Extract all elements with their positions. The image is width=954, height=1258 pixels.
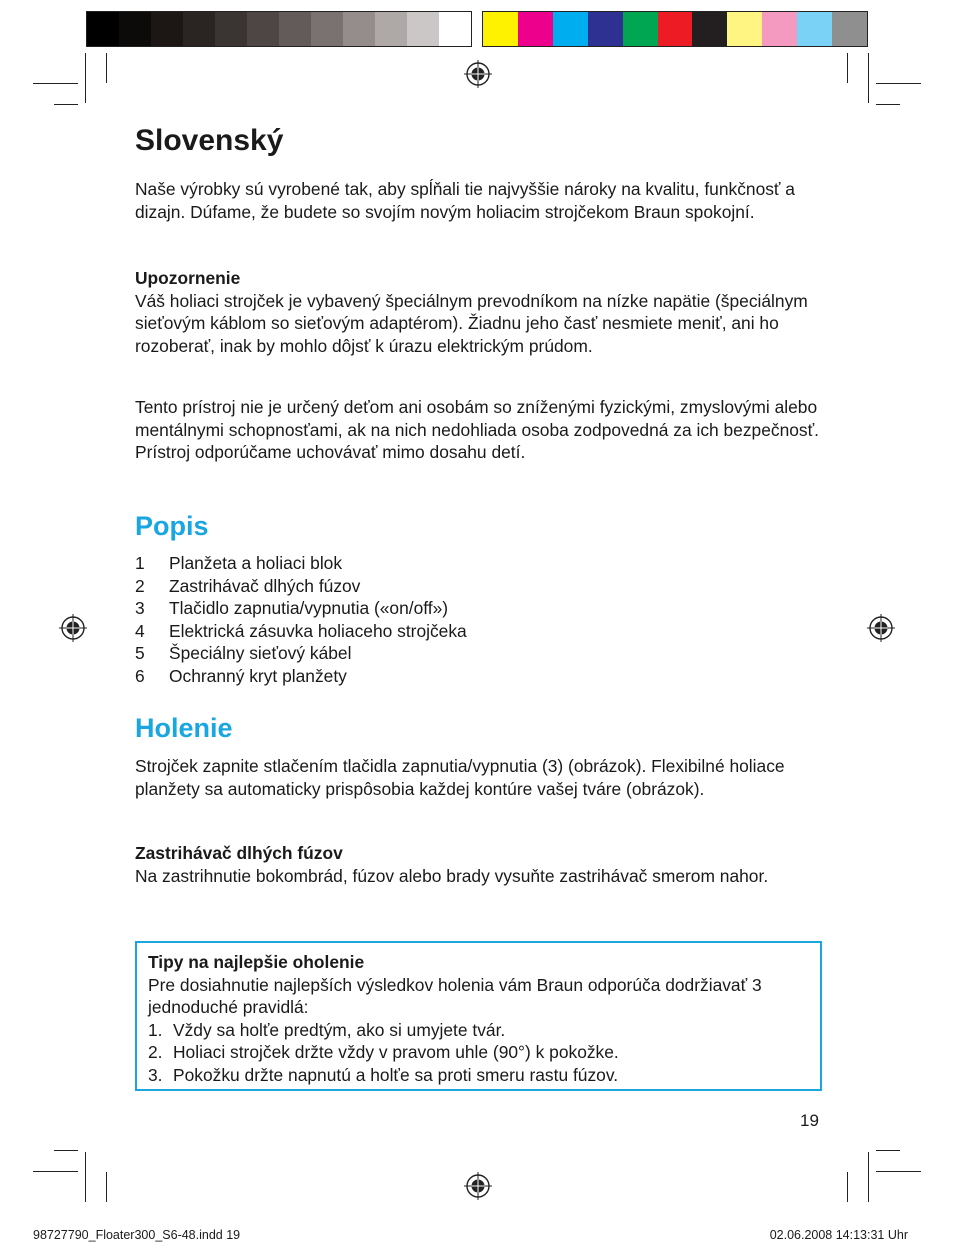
color-swatch (439, 12, 471, 46)
tips-title: Tipy na najlepšie oholenie (148, 952, 365, 972)
list-item (148, 1041, 810, 1064)
crop-mark (106, 53, 107, 83)
color-swatch (279, 12, 311, 46)
list-item (148, 1019, 810, 1042)
color-swatch (407, 12, 439, 46)
color-swatch (623, 12, 658, 46)
color-swatch (375, 12, 407, 46)
children-note-paragraph: Tento prístroj nie je určený deťom ani osobám so zníženými fyzickými, zmyslovými alebo mentálnymi schopnosťami, ak na nich nedohliada osoba zodpovedná za ich bezpečnosť. Prístroj odporúčame uchovávať mimo dosahu detí. (135, 397, 819, 463)
color-swatch (588, 12, 623, 46)
list-item-text: Planžeta a holiaci blok (169, 553, 343, 573)
section-title-holenie: Holenie (135, 713, 233, 743)
parts-list (135, 552, 467, 688)
crop-mark (85, 53, 86, 103)
page-title: Slovenský (135, 124, 284, 157)
crop-mark (847, 53, 848, 83)
tips-list (148, 1019, 810, 1087)
crop-mark (54, 1150, 78, 1151)
page-number: 19 (800, 1111, 819, 1130)
color-swatch (553, 12, 588, 46)
trimmer-section (135, 842, 825, 887)
crop-mark (33, 1171, 78, 1172)
footer-timestamp: 02.06.2008 14:13:31 Uhr (769, 1228, 908, 1242)
crop-mark (33, 83, 78, 84)
warning-title: Upozornenie (135, 268, 241, 288)
crop-mark (876, 1150, 900, 1151)
list-item-number: 1 (135, 553, 145, 573)
crop-mark (876, 104, 900, 105)
trimmer-title: Zastrihávač dlhých fúzov (135, 843, 343, 863)
footer-filename: 98727790_Floater300_S6-48.indd 19 (33, 1228, 241, 1242)
color-swatch (343, 12, 375, 46)
warning-text: Váš holiaci strojček je vybavený špeciálnym prevodníkom na nízke napätie (špeciálnym sieťovým káblom so sieťovým adaptérom). Žiadnu jeho časť nesmiete meniť, ani ho rozoberať, inak by mohlo dôjsť k úrazu elektrickým prúdom. (135, 290, 808, 356)
list-item-number: 6 (135, 665, 145, 686)
grayscale-color-bar (86, 11, 472, 47)
crop-mark (876, 1171, 921, 1172)
color-swatch (797, 12, 832, 46)
color-swatch (247, 12, 279, 46)
list-item (135, 552, 467, 575)
list-item-number: 3. (148, 1064, 163, 1085)
crop-mark (868, 1152, 869, 1202)
color-swatch (832, 12, 867, 46)
color-swatch (87, 12, 119, 46)
color-swatch (311, 12, 343, 46)
crop-mark (54, 104, 78, 105)
list-item-number: 2. (148, 1042, 163, 1063)
color-swatch (692, 12, 727, 46)
list-item (148, 1064, 810, 1087)
list-item (135, 642, 467, 665)
process-color-bar (482, 11, 868, 47)
list-item-number: 1. (148, 1019, 163, 1040)
list-item-number: 5 (135, 643, 145, 664)
crop-mark (847, 1172, 848, 1202)
tips-intro: Pre dosiahnutie najlepších výsledkov holenia vám Braun odporúča dodržiavať 3 jednoduché pravidlá: (148, 974, 762, 1018)
list-item-text: Vždy sa holťe predtým, ako si umyjete tvár. (173, 1019, 506, 1040)
list-item-text: Ochranný kryt planžety (169, 665, 347, 686)
list-item-text: Špeciálny sieťový kábel (169, 643, 352, 664)
list-item-number: 2 (135, 575, 145, 596)
crop-mark (85, 1152, 86, 1202)
color-swatch (183, 12, 215, 46)
list-item-text: Holiaci strojček držte vždy v pravom uhle (90°) k pokožke. (173, 1042, 619, 1063)
list-item (135, 597, 467, 620)
registration-mark-icon (867, 614, 895, 642)
registration-mark-icon (464, 60, 492, 88)
holenie-paragraph: Strojček zapnite stlačením tlačidla zapnutia/vypnutia (3) (obrázok). Flexibilné holiace planžety sa automaticky prispôsobia každej kontúre vašej tváre (obrázok). (135, 756, 785, 799)
color-swatch (119, 12, 151, 46)
list-item-text: Zastrihávač dlhých fúzov (169, 575, 361, 596)
trimmer-text: Na zastrihnutie bokombrád, fúzov alebo brady vysuňte zastrihávač smerom nahor. (135, 865, 769, 886)
list-item-text: Tlačidlo zapnutia/vypnutia («on/off») (169, 598, 449, 619)
list-item-number: 3 (135, 598, 145, 619)
crop-mark (876, 83, 921, 84)
intro-paragraph: Naše výrobky sú vyrobené tak, aby spĺňali tie najvyššie nároky na kvalitu, funkčnosť a dizajn. Dúfame, že budete so svojím novým holiacim strojčekom Braun spokojní. (135, 179, 795, 222)
registration-mark-icon (59, 614, 87, 642)
list-item-text: Pokožku držte napnutú a holťe sa proti smeru rastu fúzov. (173, 1064, 619, 1085)
warning-section (135, 267, 825, 357)
color-swatch (483, 12, 518, 46)
section-title-popis: Popis (135, 511, 209, 541)
color-swatch (518, 12, 553, 46)
list-item-text: Elektrická zásuvka holiaceho strojčeka (169, 620, 467, 641)
crop-mark (868, 53, 869, 103)
color-swatch (727, 12, 762, 46)
list-item-number: 4 (135, 620, 145, 641)
list-item (135, 575, 467, 598)
crop-mark (106, 1172, 107, 1202)
color-swatch (151, 12, 183, 46)
registration-mark-icon (464, 1172, 492, 1200)
color-swatch (762, 12, 797, 46)
tips-box (135, 941, 822, 1091)
list-item (135, 665, 467, 688)
list-item (135, 620, 467, 643)
color-swatch (658, 12, 693, 46)
color-swatch (215, 12, 247, 46)
